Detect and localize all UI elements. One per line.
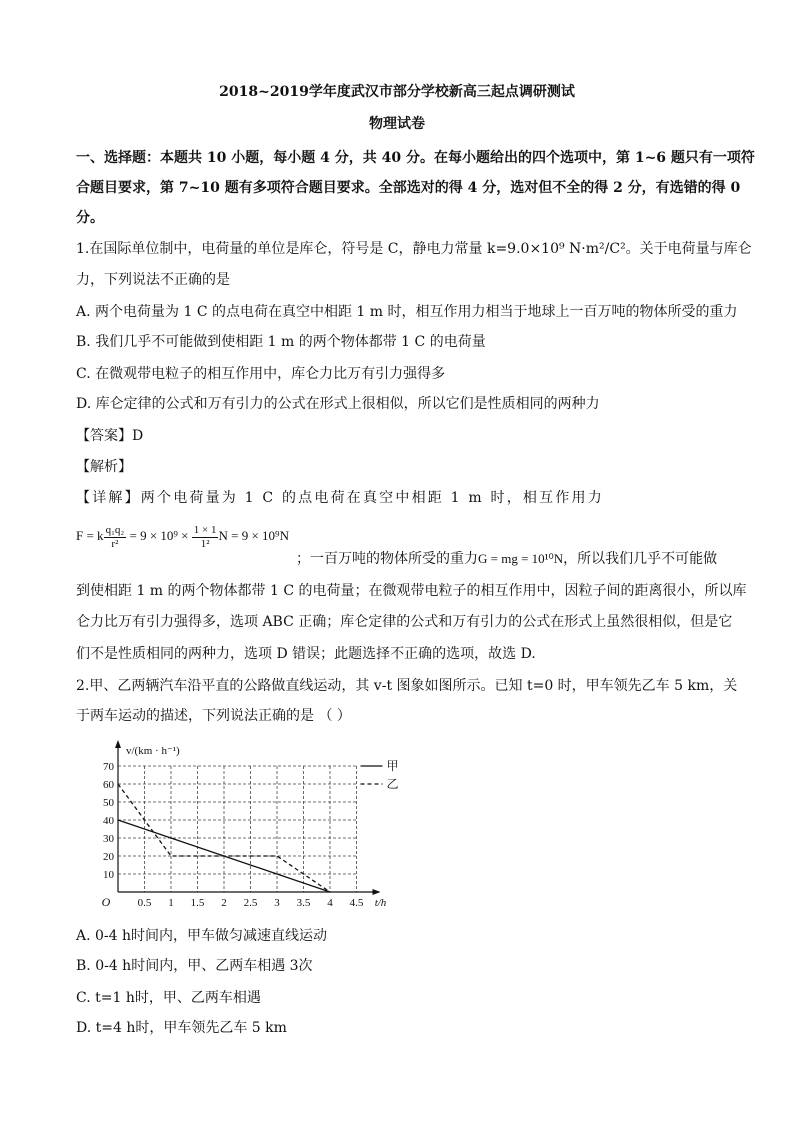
formula-den-1: r² — [111, 537, 119, 550]
y-tick-label: 60 — [103, 779, 114, 791]
x-tick-label: 1 — [168, 897, 174, 909]
y-tick-label: 50 — [103, 797, 114, 809]
q1-detail-line2b: ，所以我们几乎不可能做 — [563, 551, 718, 567]
y-tick-label: 20 — [103, 851, 114, 863]
formula-den-2: 1² — [200, 537, 210, 550]
origin-label: O — [101, 895, 111, 909]
formula-fraction-1 — [104, 524, 127, 551]
q1-option-c: C. 在微观带电粒子的相互作用中，库仑力比万有引力强得多 — [76, 366, 446, 382]
x-tick-label: 4 — [327, 897, 333, 909]
x-tick-label: 4.5 — [349, 897, 364, 909]
x-axis-arrow — [373, 889, 381, 895]
formula-mid: = 9 × 10⁹ × — [126, 528, 192, 543]
section-instructions-line3: 分。 — [76, 210, 104, 226]
q1-detail-line1: 【详解】两个电荷量为 1 C 的点电荷在真空中相距 1 m 时，相互作用力 — [76, 490, 604, 506]
q2-option-c: C. t=1 h时，甲、乙两车相遇 — [76, 990, 261, 1006]
exam-title: 2018~2019学年度武汉市部分学校新高三起点调研测试 — [219, 84, 575, 100]
q1-answer: 【答案】D — [76, 428, 144, 444]
formula-f-lhs: F = k — [76, 528, 104, 543]
x-tick-label: 0.5 — [137, 897, 152, 909]
formula-num-1: q₁q₂ — [105, 523, 125, 536]
y-tick-label: 10 — [103, 869, 114, 881]
q1-stem-line2: 力，下列说法不正确的是 — [76, 272, 230, 288]
q2-stem-line1: 2.甲、乙两辆汽车沿平直的公路做直线运动，其 v-t 图象如图所示。已知 t=0 时，甲车领先乙车 5 km，关 — [76, 678, 738, 694]
q1-analysis-label: 【解析】 — [76, 459, 132, 475]
exam-subtitle: 物理试卷 — [369, 116, 425, 132]
legend-label: 乙 — [386, 777, 399, 791]
x-tick-label: 2 — [221, 897, 227, 909]
q2-option-b: B. 0-4 h时间内，甲、乙两车相遇 3次 — [76, 958, 313, 974]
formula-gravity: G = mg = 10¹⁰N — [478, 551, 564, 566]
legend-label: 甲 — [386, 759, 399, 773]
y-tick-label: 30 — [103, 833, 114, 845]
q1-detail-line2 — [296, 549, 717, 569]
q1-detail-line2a: ；一百万吨的物体所受的重力 — [296, 551, 478, 567]
q2-stem-line2: 于两车运动的描述，下列说法正确的是 （ ） — [76, 708, 351, 724]
x-tick-label: 3.5 — [296, 897, 311, 909]
x-axis-label: t/h — [374, 897, 387, 909]
q1-option-d: D. 库仑定律的公式和万有引力的公式在形式上很相似，所以它们是性质相同的两种力 — [76, 396, 600, 412]
x-tick-label: 1.5 — [190, 897, 205, 909]
q1-detail-line3: 到使相距 1 m 的两个物体都带 1 C 的电荷量；在微观带电粒子的相互作用中，因粒子间的距离很小，所以库 — [76, 583, 747, 599]
q2-option-d: D. t=4 h时，甲车领先乙车 5 km — [76, 1020, 287, 1036]
q1-option-b: B. 我们几乎不可能做到使相距 1 m 的两个物体都带 1 C 的电荷量 — [76, 334, 486, 350]
q1-stem-line1: 1.在国际单位制中，电荷量的单位是库仑，符号是 C，静电力常量 k=9.0×10⁹ N·m²/C²。关于电荷量与库仑 — [76, 241, 752, 257]
formula-num-2: 1 × 1 — [193, 523, 217, 536]
section-instructions-line2: 合题目要求，第 7~10 题有多项符合题目要求。全部选对的得 4 分，选对但不全的得 2 分，有选错的得 0 — [76, 180, 741, 196]
y-tick-label: 40 — [103, 815, 114, 827]
q1-coulomb-formula — [76, 521, 289, 551]
vt-chart — [96, 735, 416, 915]
y-tick-label: 70 — [103, 761, 114, 773]
formula-fraction-2 — [192, 524, 219, 551]
x-tick-label: 2.5 — [243, 897, 258, 909]
q1-option-a: A. 两个电荷量为 1 C 的点电荷在真空中相距 1 m 时，相互作用力相当于地球上一百万吨的物体所受的重力 — [76, 304, 738, 320]
q1-detail-line5: 们不是性质相同的两种力，选项 D 错误；此题选择不正确的选项，故选 D. — [76, 646, 536, 662]
formula-rhs: N = 9 × 10⁹N — [218, 528, 289, 543]
x-tick-label: 3 — [274, 897, 280, 909]
section-instructions-line1: 一、选择题：本题共 10 小题，每小题 4 分，共 40 分。在每小题给出的四个选项中，第 1~6 题只有一项符 — [76, 150, 755, 166]
y-axis-arrow — [115, 740, 121, 748]
q1-detail-line4: 仑力比万有引力强得多，选项 ABC 正确；库仑定律的公式和万有引力的公式在形式上虽然很相似，但是它 — [76, 614, 733, 630]
y-axis-label: v/(km · h⁻¹) — [126, 745, 180, 757]
q2-option-a: A. 0-4 h时间内，甲车做匀减速直线运动 — [76, 928, 328, 944]
